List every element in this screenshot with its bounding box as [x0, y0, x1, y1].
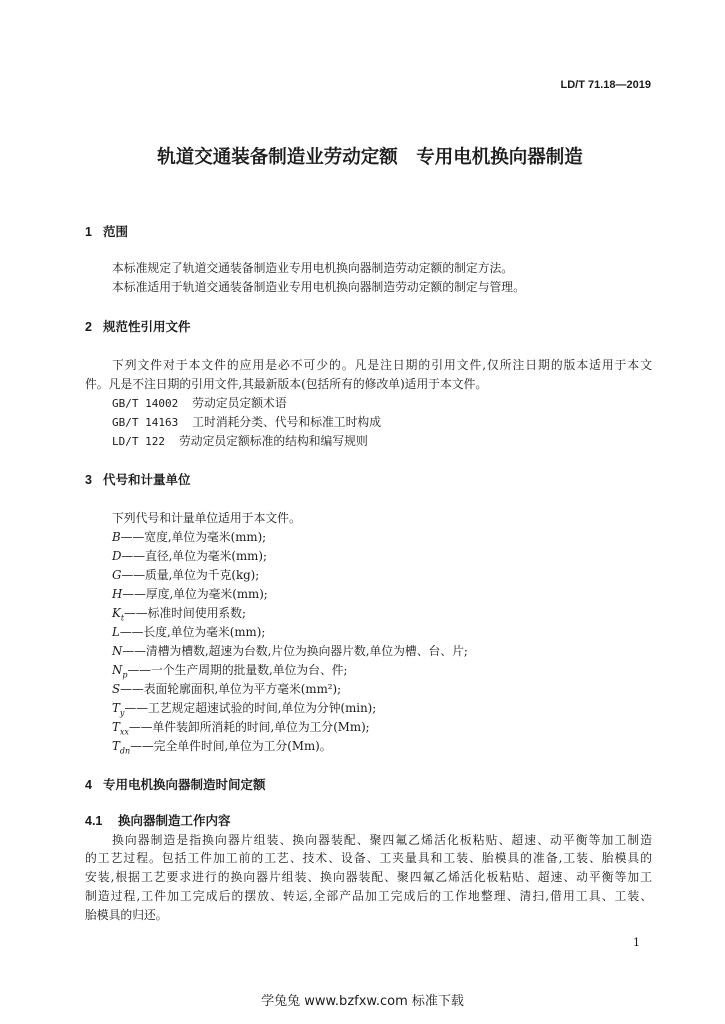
symbol: N — [112, 663, 123, 677]
symbol: G — [112, 568, 122, 582]
symbol-desc: ——工艺规定超速试验的时间,单位为分钟(min); — [124, 701, 377, 715]
symbol-kt — [85, 604, 652, 623]
symbol: T — [112, 739, 120, 753]
symbol: D — [112, 549, 122, 563]
reference-item — [85, 432, 652, 451]
symbol-np — [85, 661, 652, 680]
symbol: S — [112, 682, 121, 696]
reference-item — [85, 413, 652, 432]
section-title: 范围 — [103, 225, 129, 239]
symbol-s — [85, 680, 652, 699]
symbol: H — [112, 587, 123, 601]
section-2-body — [85, 356, 652, 451]
reference-name: 劳动定员定额标准的结构和编写规则 — [178, 434, 368, 448]
reference-code: GB/T 14163 — [112, 416, 179, 429]
paragraph-line: 安装,根据工艺要求进行的换向器片组装、换向器装配、聚四氟乙烯活化板粘贴、超速、动平衡等加工 — [85, 870, 652, 885]
symbol-desc: ——一个生产周期的批量数,单位为台、件; — [127, 663, 348, 677]
symbol: K — [112, 606, 121, 620]
symbol-subscript: p — [122, 670, 128, 680]
section-3-body — [85, 509, 652, 756]
footer-watermark: 学兔兔 www.bzfxw.com 标准下载 — [261, 994, 464, 1009]
document-code: LD/T 71.18—2019 — [560, 79, 651, 91]
symbol-desc: ——长度,单位为毫米(mm); — [119, 625, 266, 639]
page-number: 1 — [633, 936, 640, 949]
paragraph-line: 换向器制造是指换向器片组装、换向器装配、聚四氟乙烯活化板粘贴、超速、动平衡等加工制造 — [112, 832, 652, 847]
symbol: L — [112, 625, 120, 639]
subsection-4-1-body — [85, 831, 652, 925]
symbol-tdn — [85, 737, 652, 756]
symbol-desc: ——单件装卸所消耗的时间,单位为工分(Mm); — [128, 720, 370, 734]
symbols-intro: 下列代号和计量单位适用于本文件。 — [112, 511, 301, 525]
symbol-subscript: dn — [119, 746, 131, 756]
symbol-desc: ——表面轮廓面积,单位为平方毫米(mm²); — [120, 682, 342, 696]
paragraph-line: 的工艺过程。包括工件加工前的工艺、技术、设备、工夹量具和工装、胎模具的准备,工装、胎模具的 — [85, 851, 652, 866]
paragraph-line: 下列文件对于本文件的应用是必不可少的。凡是注日期的引用文件,仅所注日期的版本适用于本文 — [112, 358, 652, 372]
symbol-desc: ——厚度,单位为毫米(mm); — [122, 587, 268, 601]
symbol-l — [85, 623, 652, 642]
symbol: T — [112, 701, 120, 715]
symbol-desc: ——完全单件时间,单位为工分(Mm)。 — [130, 739, 332, 753]
symbol-desc: ——直径,单位为毫米(mm); — [121, 549, 267, 563]
section-number: 2 — [85, 320, 92, 334]
reference-name: 劳动定员定额术语 — [192, 396, 287, 410]
symbol: N — [112, 644, 123, 658]
symbol-h — [85, 585, 652, 604]
section-3-heading — [85, 471, 191, 490]
symbol-ty — [85, 699, 652, 718]
paragraph-line: 件。凡是不注日期的引用文件,其最新版本(包括所有的修改单)适用于本文件。 — [85, 377, 488, 391]
symbol-desc: ——清槽为槽数,超速为台数,片位为换向器片数,单位为槽、台、片; — [122, 644, 468, 658]
section-2-heading — [85, 318, 191, 337]
symbol-b — [85, 528, 652, 547]
section-1-body — [85, 259, 652, 297]
section-title: 代号和计量单位 — [103, 473, 191, 487]
subsection-number: 4.1 — [85, 814, 103, 828]
paragraph-line: 胎模具的归还。 — [85, 907, 168, 922]
paragraph-line: 本标准适用于轨道交通装备制造业专用电机换向器制造劳动定额的制定与管理。 — [112, 280, 525, 294]
symbol-txx — [85, 718, 652, 737]
symbol: B — [112, 530, 121, 544]
reference-code: GB/T 14002 — [112, 397, 179, 410]
section-4-heading — [85, 776, 266, 795]
symbol-desc: ——宽度,单位为毫米(mm); — [120, 530, 267, 544]
symbol-subscript: y — [119, 708, 125, 718]
symbol-d — [85, 547, 652, 566]
page-title: 轨道交通装备制造业劳动定额 专用电机换向器制造 — [157, 147, 583, 168]
subsection-title: 换向器制造工作内容 — [118, 814, 231, 828]
section-number: 4 — [85, 778, 92, 792]
symbol-desc: ——标准时间使用系数; — [124, 606, 246, 620]
symbol-n — [85, 642, 652, 661]
subsection-4-1-heading — [85, 812, 231, 831]
reference-name: 工时消耗分类、代号和标准工时构成 — [192, 415, 381, 429]
section-number: 1 — [85, 225, 92, 239]
symbol-subscript: t — [120, 613, 125, 623]
symbol-desc: ——质量,单位为千克(kg); — [121, 568, 260, 582]
section-number: 3 — [85, 473, 92, 487]
section-1-heading — [85, 223, 128, 242]
paragraph-line: 制造过程,工件加工完成后的摆放、转运,全部产品加工完成后的工作地整理、清扫,借用工具、工装、 — [85, 888, 652, 903]
section-title: 规范性引用文件 — [103, 320, 191, 334]
symbol-subscript: xx — [119, 727, 129, 737]
symbol-g — [85, 566, 652, 585]
reference-item — [85, 394, 652, 413]
section-title: 专用电机换向器制造时间定额 — [103, 778, 266, 792]
paragraph-line: 本标准规定了轨道交通装备制造业专用电机换向器制造劳动定额的制定方法。 — [112, 261, 514, 275]
symbol: T — [112, 720, 120, 734]
reference-code: LD/T 122 — [112, 435, 165, 448]
